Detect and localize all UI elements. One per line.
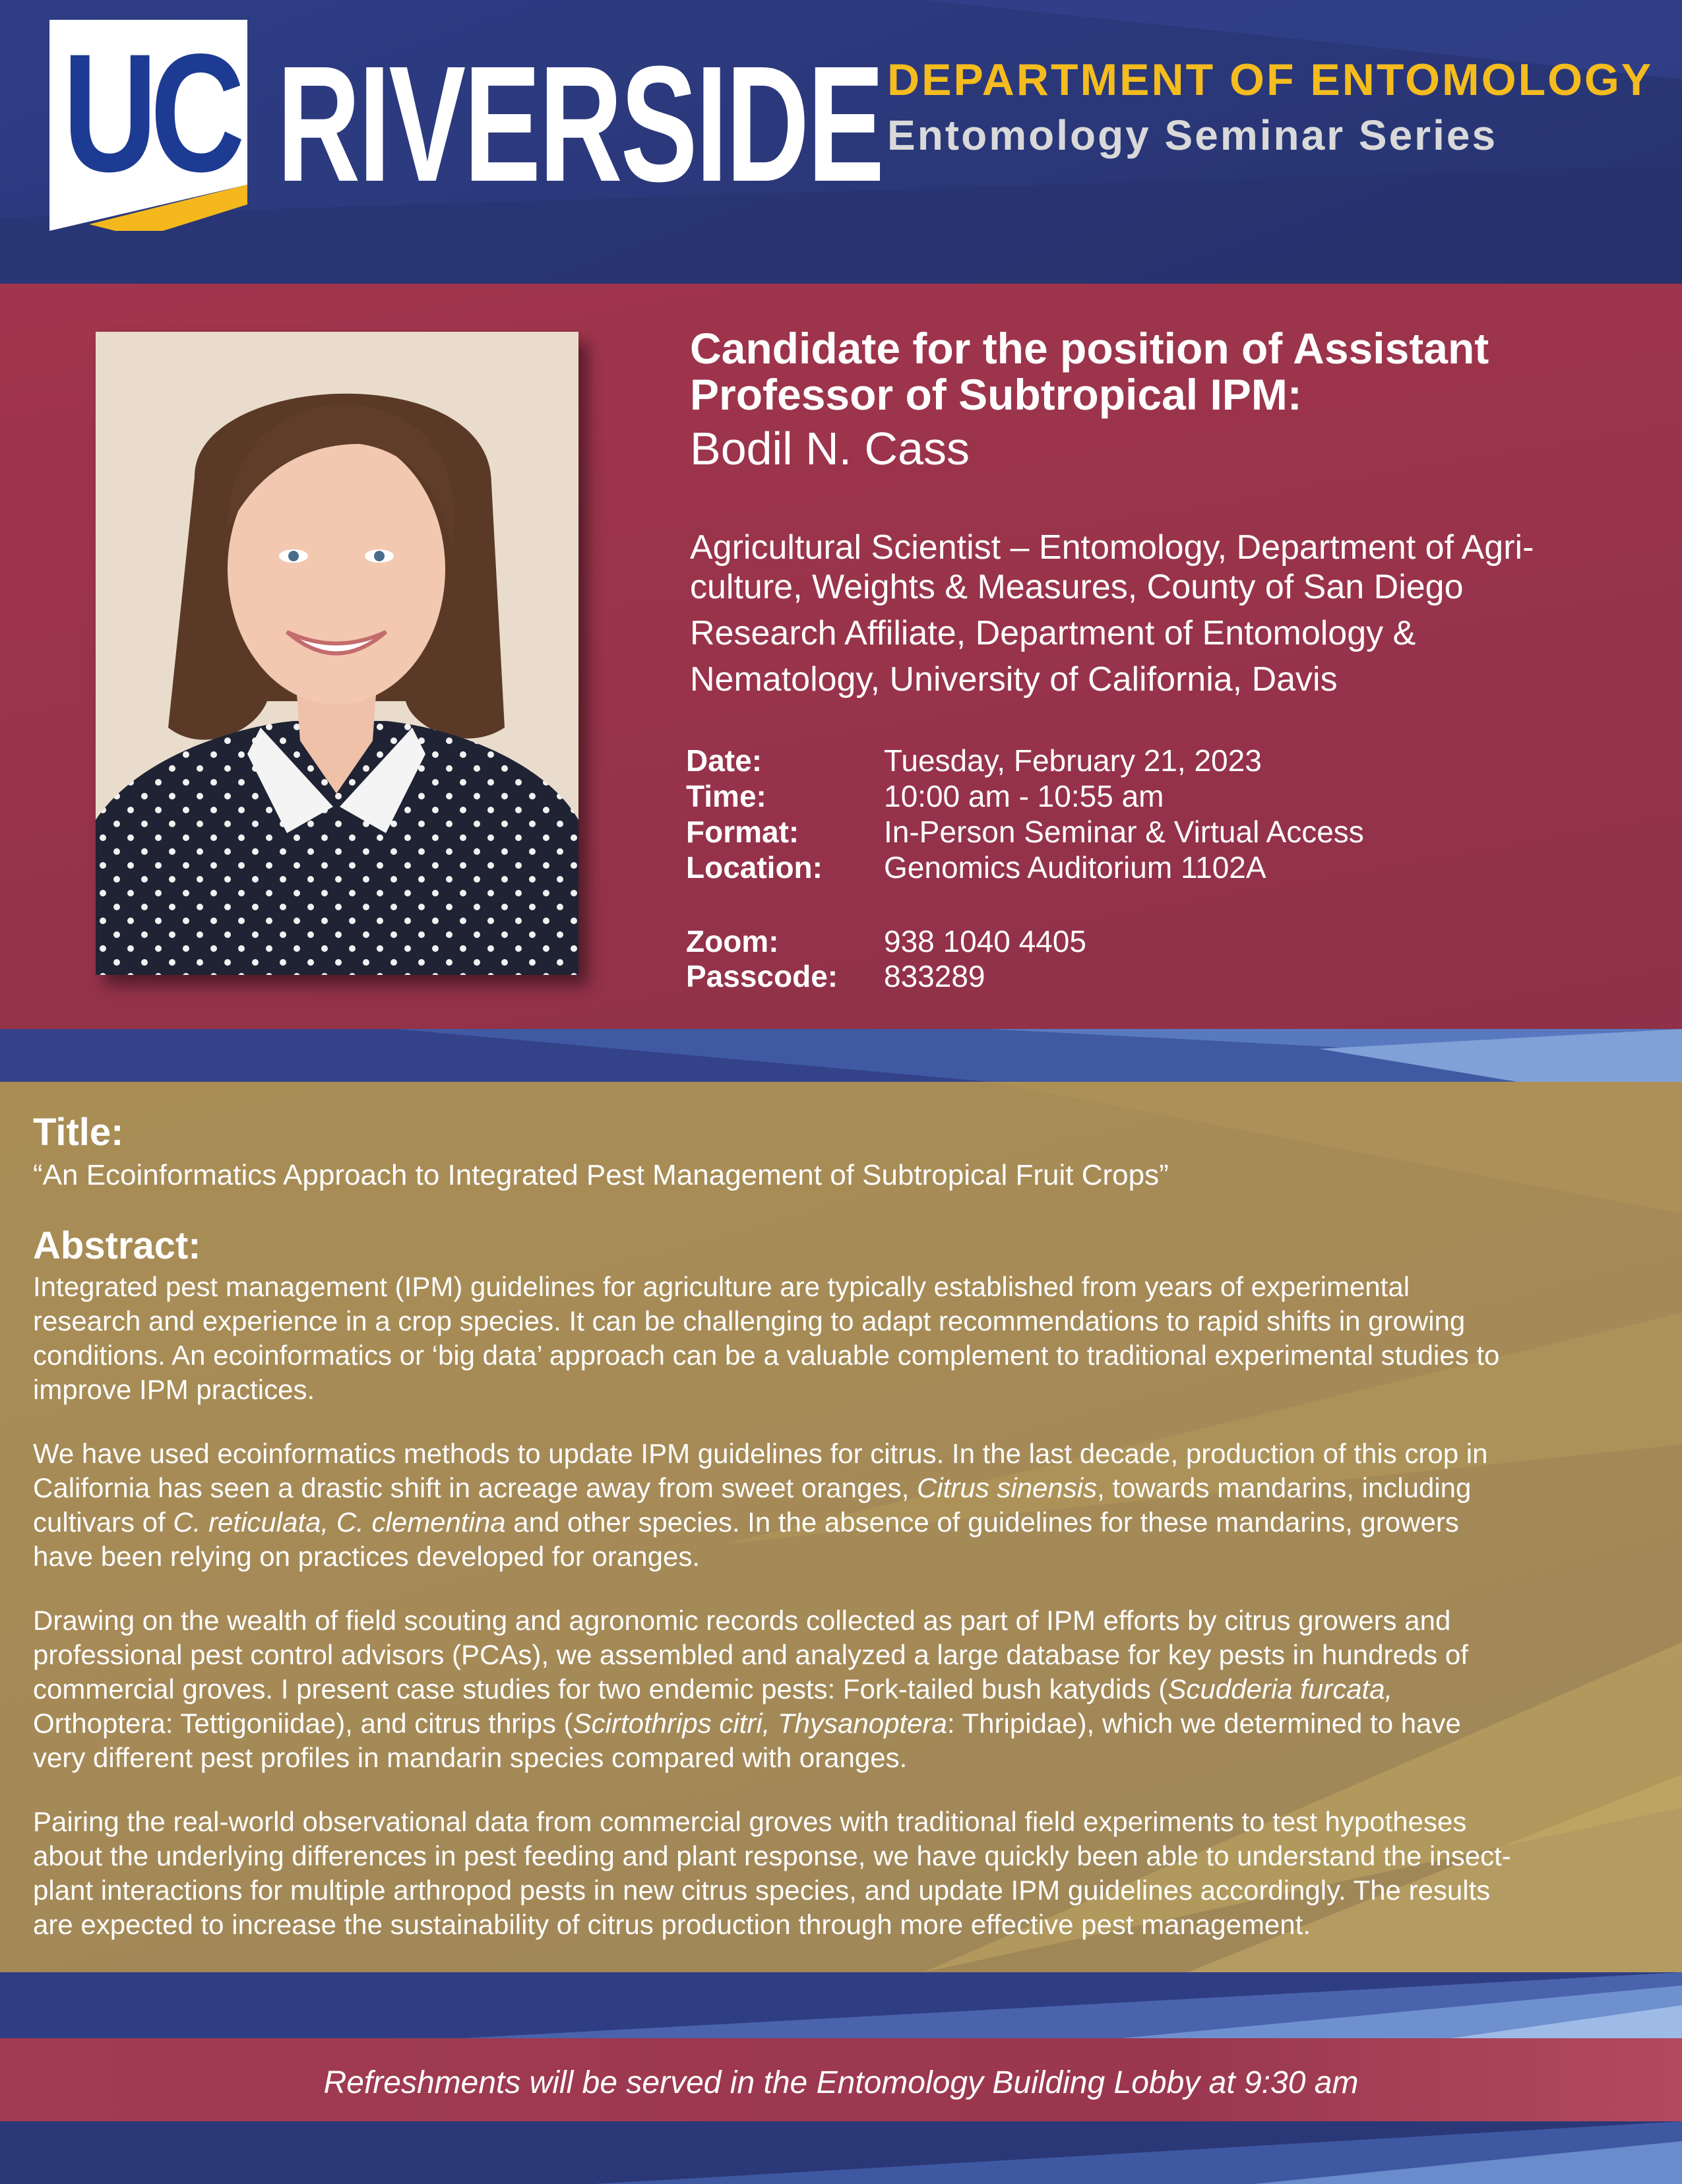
- logo-riverside-text: RIVERSIDE: [277, 32, 883, 216]
- passcode-value: 833289: [884, 959, 985, 993]
- position-heading-line2: Professor of Subtropical IPM:: [690, 370, 1302, 419]
- abstract-line: plant interactions for multiple arthropod pests in new citrus species, and update IPM guidelines accordingly. The results: [33, 1875, 1491, 1906]
- decorative-stripe-band: [0, 1972, 1682, 2038]
- abstract-line: conditions. An ecoinformatics or ‘big data’ approach can be a valuable complement to traditional experimental studies to: [33, 1340, 1500, 1371]
- abstract-line: about the underlying differences in pest feeding and plant response, we have quickly been able to understand the insect-: [33, 1840, 1511, 1871]
- time-value: 10:00 am - 10:55 am: [884, 779, 1164, 813]
- species-name: C. reticulata, C. clementina: [173, 1507, 506, 1538]
- affiliation-line: Research Affiliate, Department of Entomology &: [690, 614, 1416, 652]
- affiliation-line: culture, Weights & Measures, County of San Diego: [690, 568, 1464, 606]
- affiliation-line: Agricultural Scientist – Entomology, Department of Agri-: [690, 528, 1534, 567]
- abstract-line: Pairing the real-world observational data from commercial groves with traditional field experiments to test hypotheses: [33, 1806, 1467, 1837]
- department-name: DEPARTMENT OF ENTOMOLOGY: [887, 55, 1654, 105]
- date-value: Tuesday, February 21, 2023: [884, 743, 1262, 778]
- location-label: Location:: [686, 850, 823, 885]
- title-heading: Title:: [33, 1111, 124, 1154]
- species-name: Citrus sinensis: [917, 1472, 1098, 1503]
- abstract-line: research and experience in a crop species. It can be challenging to adapt recommendations to rapid shifts in growing: [33, 1305, 1466, 1336]
- decorative-stripe-band: [0, 1029, 1682, 1082]
- format-value: In-Person Seminar & Virtual Access: [884, 815, 1364, 849]
- refreshments-note: Refreshments will be served in the Entomology Building Lobby at 9:30 am: [323, 2065, 1359, 2100]
- talk-title: “An Ecoinformatics Approach to Integrated Pest Management of Subtropical Fruit Crops”: [33, 1159, 1169, 1191]
- speaker-portrait-illustration: [96, 332, 578, 975]
- seminar-series-name: Entomology Seminar Series: [887, 111, 1498, 159]
- abstract-line: California has seen a drastic shift in acreage away from sweet oranges, Citrus sinensis, towards mandarins, including: [33, 1472, 1472, 1503]
- species-name: Scudderia furcata,: [1168, 1673, 1393, 1704]
- decorative-stripe-band: [0, 2121, 1682, 2184]
- logo-uc-text: UC: [63, 19, 238, 207]
- species-name: Scirtothrips citri, Thysanoptera: [573, 1708, 947, 1739]
- abstract-line: cultivars of C. reticulata, C. clementina and other species. In the absence of guidelines for these mandarins, growers: [33, 1507, 1459, 1538]
- time-label: Time:: [686, 779, 766, 813]
- passcode-label: Passcode:: [686, 959, 838, 993]
- date-label: Date:: [686, 743, 763, 778]
- abstract-line: have been relying on practices developed for oranges.: [33, 1541, 700, 1572]
- zoom-label: Zoom:: [686, 924, 779, 958]
- format-label: Format:: [686, 815, 799, 849]
- zoom-id-value[interactable]: 938 1040 4405: [884, 924, 1086, 958]
- abstract-line: Drawing on the wealth of field scouting and agronomic records collected as part of IPM efforts by citrus growers and: [33, 1605, 1451, 1636]
- abstract-line: professional pest control advisors (PCAs), we assembled and analyzed a large database for key pests in hundreds of: [33, 1639, 1468, 1670]
- location-value: Genomics Auditorium 1102A: [884, 850, 1266, 885]
- abstract-line: Integrated pest management (IPM) guidelines for agriculture are typically established from years of experimental: [33, 1271, 1410, 1302]
- abstract-heading: Abstract:: [33, 1224, 201, 1267]
- abstract-line: are expected to increase the sustainability of citrus production through more effective pest management.: [33, 1909, 1311, 1940]
- abstract-line: commercial groves. I present case studies for two endemic pests: Fork-tailed bush katydids (Scudderia furcata,: [33, 1673, 1393, 1704]
- abstract-line: Orthoptera: Tettigoniidae), and citrus thrips (Scirtothrips citri, Thysanoptera: Thripidae), which we determined to have: [33, 1708, 1461, 1739]
- speaker-photo: [96, 332, 578, 975]
- position-heading-line1: Candidate for the position of Assistant: [690, 324, 1489, 373]
- abstract-line: very different pest profiles in mandarin species compared with oranges.: [33, 1742, 908, 1773]
- abstract-line: We have used ecoinformatics methods to update IPM guidelines for citrus. In the last decade, production of this crop in: [33, 1438, 1488, 1469]
- abstract-line: improve IPM practices.: [33, 1374, 315, 1405]
- speaker-name: Bodil N. Cass: [690, 423, 970, 474]
- affiliation-line: Nematology, University of California, Davis: [690, 660, 1338, 699]
